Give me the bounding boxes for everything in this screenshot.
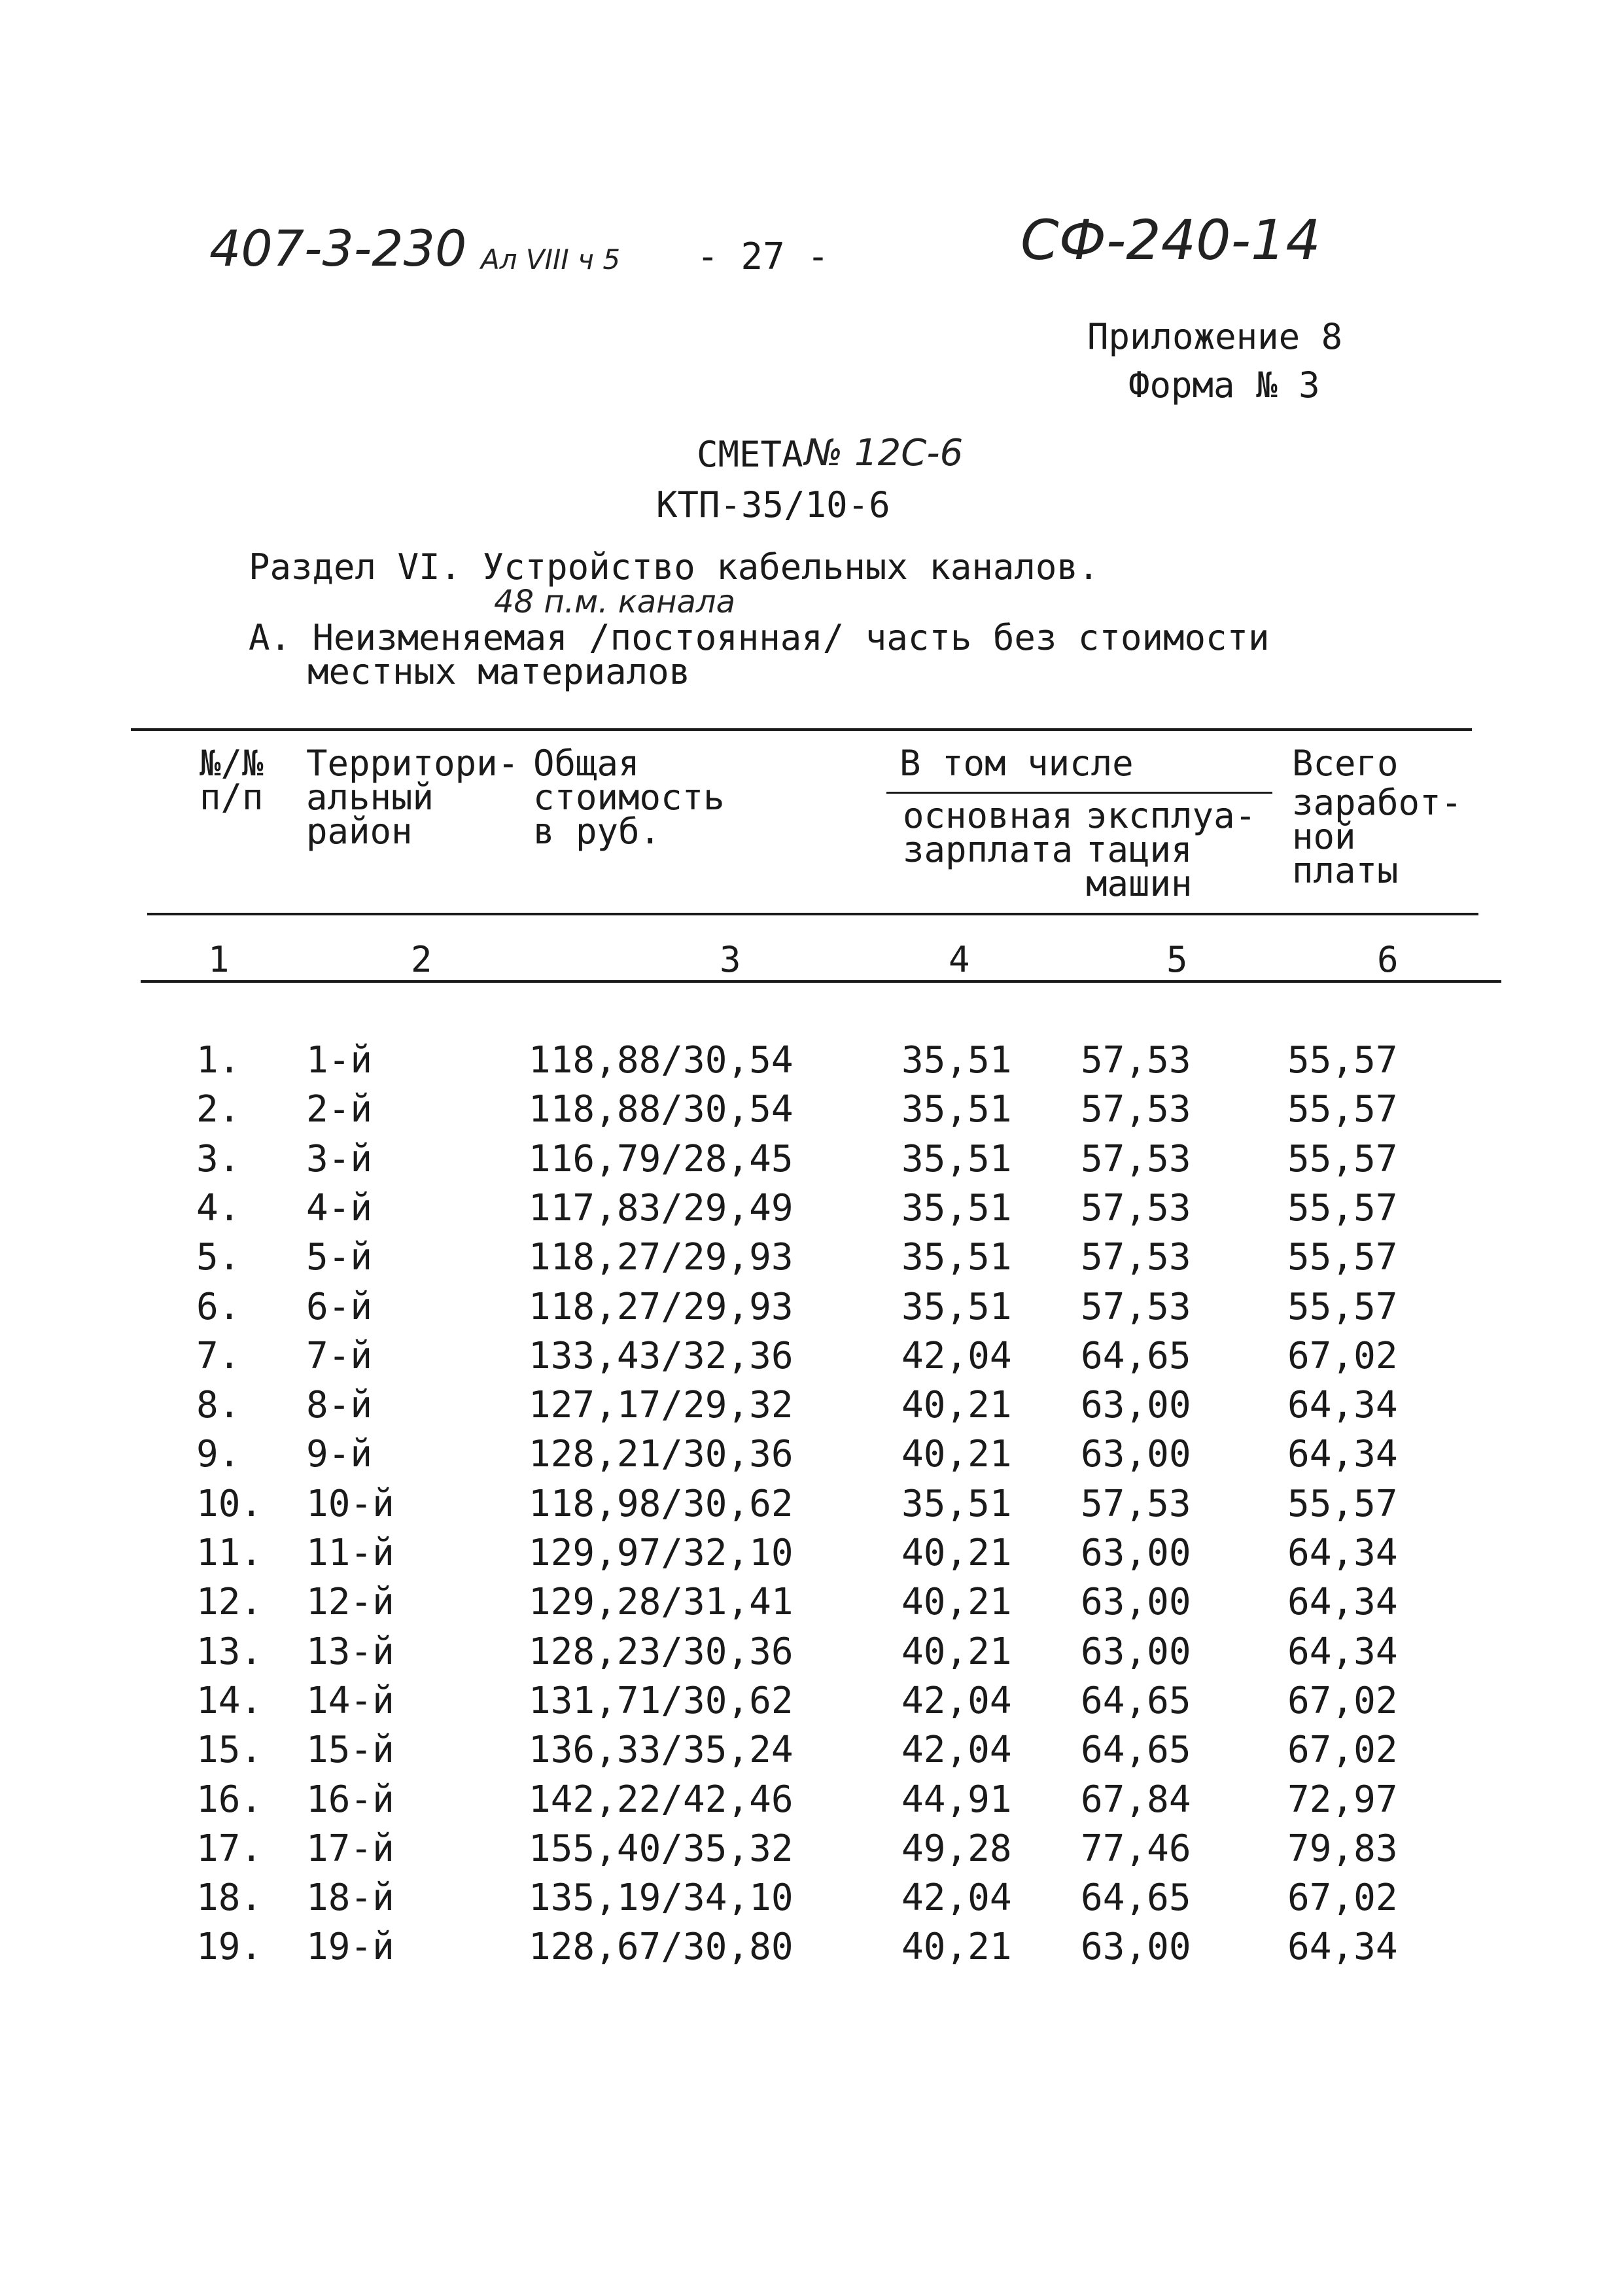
col5-header-line3: машин [1086, 863, 1193, 904]
row-machine-operation: 57,53 [1081, 1186, 1191, 1229]
row-total-wages: 64,34 [1287, 1384, 1398, 1427]
row-total-cost: 118,88/30,54 [529, 1088, 794, 1131]
row-number: 9. [196, 1433, 241, 1476]
row-total-cost: 118,27/29,93 [529, 1285, 794, 1328]
row-total-cost: 118,98/30,62 [529, 1482, 794, 1525]
row-region: 7-й [306, 1334, 373, 1377]
row-base-salary: 49,28 [901, 1827, 1012, 1870]
row-number: 10. [196, 1482, 263, 1525]
row-region: 13-й [306, 1630, 394, 1673]
row-number: 13. [196, 1630, 263, 1673]
row-total-cost: 136,33/35,24 [529, 1729, 794, 1772]
row-machine-operation: 57,53 [1081, 1236, 1191, 1279]
row-base-salary: 35,51 [901, 1285, 1012, 1328]
row-total-cost: 131,71/30,62 [529, 1679, 794, 1722]
row-machine-operation: 63,00 [1081, 1532, 1191, 1574]
row-base-salary: 40,21 [901, 1630, 1012, 1673]
row-total-wages: 67,02 [1287, 1877, 1398, 1920]
form-label: Форма № 3 [1128, 364, 1320, 406]
row-total-cost: 128,23/30,36 [529, 1630, 794, 1673]
smeta-label: СМЕТА [697, 434, 803, 475]
row-total-cost: 129,97/32,10 [529, 1532, 794, 1574]
table-row [0, 1828, 1623, 1876]
table-row [0, 1877, 1623, 1925]
col5-header-line2: тация [1086, 829, 1193, 870]
row-base-salary: 40,21 [901, 1581, 1012, 1624]
album-note: Ал VIII ч 5 [481, 243, 621, 275]
table-row [0, 1138, 1623, 1186]
group-header: В том числе [899, 743, 1134, 784]
table-row [0, 1286, 1623, 1334]
row-total-cost: 118,27/29,93 [529, 1236, 794, 1279]
row-machine-operation: 57,53 [1081, 1039, 1191, 1082]
row-region: 19-й [306, 1926, 394, 1969]
table-row [0, 1926, 1623, 1974]
row-machine-operation: 57,53 [1081, 1285, 1191, 1328]
row-number: 6. [196, 1285, 241, 1328]
row-base-salary: 35,51 [901, 1186, 1012, 1229]
row-region: 10-й [306, 1482, 394, 1525]
row-number: 8. [196, 1384, 241, 1427]
row-machine-operation: 77,46 [1081, 1827, 1191, 1870]
row-base-salary: 44,91 [901, 1778, 1012, 1821]
row-total-wages: 67,02 [1287, 1334, 1398, 1377]
row-number: 14. [196, 1679, 263, 1722]
row-number: 4. [196, 1186, 241, 1229]
row-total-wages: 72,97 [1287, 1778, 1398, 1821]
row-region: 6-й [306, 1285, 373, 1328]
row-number: 18. [196, 1877, 263, 1920]
row-total-cost: 128,67/30,80 [529, 1926, 794, 1969]
col4-header-line2: зарплата [903, 829, 1073, 870]
row-base-salary: 42,04 [901, 1729, 1012, 1772]
row-machine-operation: 63,00 [1081, 1926, 1191, 1969]
col-number-5: 5 [1166, 939, 1188, 980]
col-number-3: 3 [720, 939, 741, 980]
col1-header-line2: п/п [200, 777, 264, 818]
row-number: 16. [196, 1778, 263, 1821]
row-number: 1. [196, 1039, 241, 1082]
table-row [0, 1581, 1623, 1629]
row-total-wages: 64,34 [1287, 1926, 1398, 1969]
object-name: КТП-35/10-6 [656, 484, 890, 525]
table-row [0, 1335, 1623, 1383]
col3-header-line2: стоимость [533, 777, 725, 818]
table-row [0, 1483, 1623, 1531]
row-number: 19. [196, 1926, 263, 1969]
row-number: 11. [196, 1532, 263, 1574]
subsection-line2: местных материалов [307, 651, 691, 692]
row-machine-operation: 57,53 [1081, 1137, 1191, 1180]
row-region: 16-й [306, 1778, 394, 1821]
row-base-salary: 42,04 [901, 1679, 1012, 1722]
row-region: 2-й [306, 1088, 373, 1131]
row-total-wages: 67,02 [1287, 1679, 1398, 1722]
table-row [0, 1729, 1623, 1777]
row-region: 14-й [306, 1679, 394, 1722]
row-region: 18-й [306, 1877, 394, 1920]
sheet-code: СФ-240-14 [1021, 208, 1321, 272]
table-top-rule [131, 728, 1472, 731]
col-number-4: 4 [949, 939, 970, 980]
row-machine-operation: 63,00 [1081, 1384, 1191, 1427]
row-total-wages: 64,34 [1287, 1532, 1398, 1574]
group-rule [886, 792, 1272, 794]
row-number: 15. [196, 1729, 263, 1772]
row-region: 12-й [306, 1581, 394, 1624]
row-total-wages: 64,34 [1287, 1433, 1398, 1476]
row-total-cost: 127,17/29,32 [529, 1384, 794, 1427]
row-total-cost: 117,83/29,49 [529, 1186, 794, 1229]
col2-header-line2: альный [306, 777, 434, 818]
table-row [0, 1384, 1623, 1432]
row-total-wages: 55,57 [1287, 1482, 1398, 1525]
row-machine-operation: 57,53 [1081, 1088, 1191, 1131]
row-base-salary: 40,21 [901, 1384, 1012, 1427]
table-row [0, 1680, 1623, 1728]
row-base-salary: 35,51 [901, 1088, 1012, 1131]
col3-header-line3: в руб. [533, 811, 661, 852]
appendix-label: Приложение 8 [1087, 316, 1343, 357]
row-total-wages: 67,02 [1287, 1729, 1398, 1772]
col5-header-line1: эксплуа- [1086, 795, 1257, 836]
row-total-wages: 64,34 [1287, 1630, 1398, 1673]
row-total-wages: 55,57 [1287, 1285, 1398, 1328]
page-number: - 27 - [697, 236, 829, 278]
row-number: 12. [196, 1581, 263, 1624]
row-machine-operation: 64,65 [1081, 1334, 1191, 1377]
row-region: 8-й [306, 1384, 373, 1427]
row-machine-operation: 67,84 [1081, 1778, 1191, 1821]
row-machine-operation: 57,53 [1081, 1482, 1191, 1525]
row-total-wages: 55,57 [1287, 1137, 1398, 1180]
row-base-salary: 35,51 [901, 1137, 1012, 1180]
row-total-wages: 64,34 [1287, 1581, 1398, 1624]
header-bottom-rule [147, 913, 1478, 915]
row-number: 3. [196, 1137, 241, 1180]
table-row [0, 1187, 1623, 1235]
row-base-salary: 35,51 [901, 1236, 1012, 1279]
col4-header-line1: основная [903, 795, 1073, 836]
row-total-wages: 79,83 [1287, 1827, 1398, 1870]
row-region: 15-й [306, 1729, 394, 1772]
row-base-salary: 40,21 [901, 1433, 1012, 1476]
row-machine-operation: 63,00 [1081, 1433, 1191, 1476]
table-row [0, 1088, 1623, 1137]
row-region: 1-й [306, 1039, 373, 1082]
subsection-line1: А. Неизменяемая /постоянная/ часть без стоимости [249, 617, 1270, 658]
row-total-cost: 133,43/32,36 [529, 1334, 794, 1377]
col-number-2: 2 [411, 939, 432, 980]
row-number: 2. [196, 1088, 241, 1131]
table-row [0, 1631, 1623, 1679]
row-base-salary: 35,51 [901, 1482, 1012, 1525]
row-region: 3-й [306, 1137, 373, 1180]
col6-header-line1: Всего [1292, 743, 1399, 784]
row-total-cost: 118,88/30,54 [529, 1039, 794, 1082]
col6-header-line4: платы [1292, 850, 1399, 891]
row-base-salary: 42,04 [901, 1877, 1012, 1920]
row-base-salary: 40,21 [901, 1926, 1012, 1969]
row-total-cost: 129,28/31,41 [529, 1581, 794, 1624]
table-row [0, 1433, 1623, 1481]
row-base-salary: 35,51 [901, 1039, 1012, 1082]
row-total-wages: 55,57 [1287, 1236, 1398, 1279]
row-total-wages: 55,57 [1287, 1039, 1398, 1082]
row-number: 7. [196, 1334, 241, 1377]
row-base-salary: 42,04 [901, 1334, 1012, 1377]
row-region: 5-й [306, 1236, 373, 1279]
row-total-cost: 135,19/34,10 [529, 1877, 794, 1920]
row-machine-operation: 64,65 [1081, 1679, 1191, 1722]
row-machine-operation: 64,65 [1081, 1729, 1191, 1772]
row-region: 9-й [306, 1433, 373, 1476]
table-row [0, 1039, 1623, 1087]
row-region: 4-й [306, 1186, 373, 1229]
col3-header-line1: Общая [533, 743, 640, 784]
col2-header-line1: Территори- [306, 743, 519, 784]
row-machine-operation: 63,00 [1081, 1581, 1191, 1624]
row-region: 17-й [306, 1827, 394, 1870]
col1-header-line1: №/№ [200, 743, 264, 784]
col6-header-line3: ной [1292, 816, 1356, 857]
col-number-6: 6 [1377, 939, 1399, 980]
row-total-cost: 116,79/28,45 [529, 1137, 794, 1180]
smeta-number: № 12С-6 [805, 432, 964, 474]
section-title: Раздел VI. Устройство кабельных каналов. [249, 546, 1100, 588]
row-base-salary: 40,21 [901, 1532, 1012, 1574]
row-total-cost: 128,21/30,36 [529, 1433, 794, 1476]
table-row [0, 1778, 1623, 1827]
row-total-cost: 142,22/42,46 [529, 1778, 794, 1821]
row-number: 17. [196, 1827, 263, 1870]
row-number: 5. [196, 1236, 241, 1279]
col-numbers-rule [141, 980, 1501, 983]
row-total-wages: 55,57 [1287, 1186, 1398, 1229]
row-machine-operation: 64,65 [1081, 1877, 1191, 1920]
row-total-cost: 155,40/35,32 [529, 1827, 794, 1870]
table-row [0, 1236, 1623, 1284]
col-number-1: 1 [208, 939, 230, 980]
section-note: 48 п.м. канала [494, 584, 735, 620]
col6-header-line2: заработ- [1292, 782, 1463, 823]
row-region: 11-й [306, 1532, 394, 1574]
col2-header-line3: район [306, 811, 413, 852]
row-total-wages: 55,57 [1287, 1088, 1398, 1131]
doc-code: 407-3-230 [209, 219, 467, 277]
table-row [0, 1532, 1623, 1580]
row-machine-operation: 63,00 [1081, 1630, 1191, 1673]
